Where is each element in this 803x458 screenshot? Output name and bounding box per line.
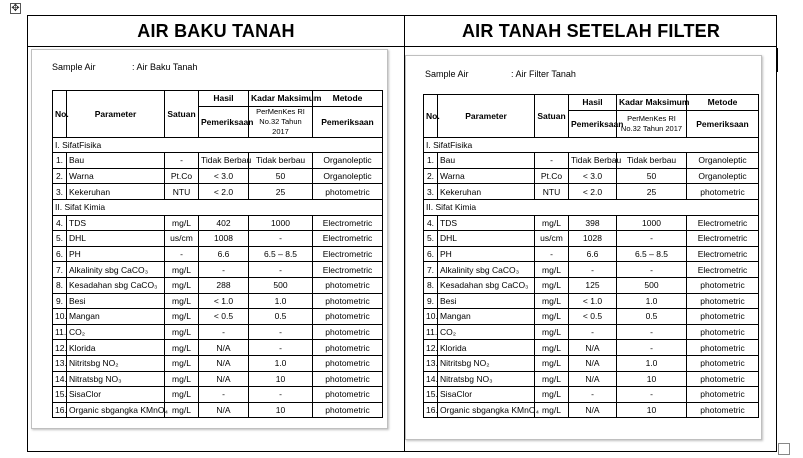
row-unit: NTU	[165, 184, 199, 200]
row-max: -	[249, 340, 313, 356]
row-result: N/A	[199, 340, 249, 356]
row-result: 1008	[199, 231, 249, 247]
header-no: No.	[424, 95, 438, 138]
section-row	[424, 199, 759, 215]
row-method: Organoleptic	[313, 168, 383, 184]
table-row	[424, 340, 759, 356]
table-row	[424, 215, 759, 231]
table-row	[424, 246, 759, 262]
header-divider	[28, 46, 776, 47]
sample-label: Sample Air	[425, 69, 469, 79]
row-parameter: SisaClor	[438, 387, 535, 403]
row-unit: mg/L	[535, 293, 569, 309]
row-unit: mg/L	[165, 215, 199, 231]
row-parameter: Klorida	[438, 340, 535, 356]
row-method: photometric	[687, 324, 759, 340]
right-title: AIR TANAH SETELAH FILTER	[461, 21, 721, 41]
section-row	[53, 199, 383, 215]
row-method: photometric	[313, 340, 383, 356]
table-row	[424, 387, 759, 403]
header-hasil: Hasil	[569, 95, 617, 111]
row-max: 10	[249, 371, 313, 387]
row-method: photometric	[687, 387, 759, 403]
row-max: -	[249, 387, 313, 403]
table-row	[53, 371, 383, 387]
row-no: 10.	[424, 309, 438, 325]
row-method: photometric	[687, 184, 759, 200]
row-parameter: DHL	[438, 231, 535, 247]
header-pemeriksaan: Pemeriksaan	[199, 106, 249, 137]
row-unit: mg/L	[165, 355, 199, 371]
row-unit: mg/L	[165, 262, 199, 278]
row-method: photometric	[313, 324, 383, 340]
row-parameter: Mangan	[67, 309, 165, 325]
table-move-handle-icon[interactable]: ✥	[11, 3, 20, 14]
row-parameter: Nitratsbg NO₃	[67, 371, 165, 387]
row-no: 2.	[424, 168, 438, 184]
sample-value: : Air Baku Tanah	[132, 62, 198, 72]
row-no: 7.	[53, 262, 67, 278]
row-no: 16.	[424, 402, 438, 418]
row-no: 1.	[53, 153, 67, 169]
table-row	[53, 168, 383, 184]
row-parameter: Kesadahan sbg CaCO₃	[438, 277, 535, 293]
row-result: 6.6	[569, 246, 617, 262]
row-parameter: Klorida	[67, 340, 165, 356]
row-parameter: Mangan	[438, 309, 535, 325]
section-label: I. SifatFisika	[424, 137, 759, 153]
row-unit: mg/L	[535, 277, 569, 293]
row-max: 10	[249, 402, 313, 418]
row-max: 50	[617, 168, 687, 184]
row-method: photometric	[313, 277, 383, 293]
header-satuan: Satuan	[535, 95, 569, 138]
row-max: 1.0	[617, 293, 687, 309]
row-unit: us/cm	[535, 231, 569, 247]
row-result: -	[569, 262, 617, 278]
row-method: Electrometric	[313, 262, 383, 278]
row-max: -	[617, 262, 687, 278]
row-result: 398	[569, 215, 617, 231]
row-method: photometric	[687, 371, 759, 387]
row-no: 1.	[424, 153, 438, 169]
row-result: 288	[199, 277, 249, 293]
row-max: -	[617, 340, 687, 356]
row-unit: mg/L	[535, 402, 569, 418]
row-max: 1.0	[249, 355, 313, 371]
row-unit: mg/L	[535, 215, 569, 231]
row-result: N/A	[569, 402, 617, 418]
header-kadar-maksimum: Kadar Maksimum	[249, 91, 313, 107]
row-no: 5.	[53, 231, 67, 247]
row-method: photometric	[687, 309, 759, 325]
row-no: 3.	[53, 184, 67, 200]
row-max: Tidak berbau	[249, 153, 313, 169]
row-parameter: Organic sbgangka KMnO₄	[438, 402, 535, 418]
row-max: 500	[617, 277, 687, 293]
header-metode: Metode	[313, 91, 383, 107]
table-row	[424, 153, 759, 169]
row-max: -	[249, 324, 313, 340]
row-no: 2.	[53, 168, 67, 184]
row-result: 6.6	[199, 246, 249, 262]
row-result: 1028	[569, 231, 617, 247]
row-max: 1.0	[249, 293, 313, 309]
row-parameter: PH	[438, 246, 535, 262]
row-parameter: Organic sbgangka KMnO₄	[67, 402, 165, 418]
table-row	[424, 168, 759, 184]
row-method: photometric	[313, 387, 383, 403]
row-no: 14.	[53, 371, 67, 387]
header-no: No.	[53, 91, 67, 138]
table-row	[53, 231, 383, 247]
table-header-row	[424, 95, 759, 111]
table-row	[53, 246, 383, 262]
row-no: 8.	[53, 277, 67, 293]
row-unit: -	[535, 153, 569, 169]
row-result: Tidak Berbau	[569, 153, 617, 169]
row-unit: mg/L	[165, 402, 199, 418]
header-pemeriksaan: Pemeriksaan	[569, 110, 617, 137]
table-row	[424, 262, 759, 278]
left-title: AIR BAKU TANAH	[137, 21, 295, 41]
row-max: 25	[617, 184, 687, 200]
row-parameter: TDS	[67, 215, 165, 231]
row-max: 1000	[617, 215, 687, 231]
row-no: 4.	[424, 215, 438, 231]
row-parameter: Bau	[438, 153, 535, 169]
row-max: 1.0	[617, 355, 687, 371]
table-row	[424, 355, 759, 371]
table-row	[53, 262, 383, 278]
row-result: N/A	[199, 355, 249, 371]
row-unit: mg/L	[535, 371, 569, 387]
header-regulation: PerMenKes RI No.32 Tahun 2017	[617, 110, 687, 137]
table-row	[53, 309, 383, 325]
row-unit: Pt.Co	[535, 168, 569, 184]
row-no: 11.	[424, 324, 438, 340]
row-parameter: Alkalinity sbg CaCO₃	[67, 262, 165, 278]
table-row	[53, 355, 383, 371]
sample-value: : Air Filter Tanah	[511, 69, 576, 79]
section-label: I. SifatFisika	[53, 137, 383, 153]
row-max: 500	[249, 277, 313, 293]
row-method: Electrometric	[313, 215, 383, 231]
table-row	[53, 387, 383, 403]
row-no: 4.	[53, 215, 67, 231]
row-no: 15.	[53, 387, 67, 403]
row-result: -	[199, 262, 249, 278]
row-method: Electrometric	[687, 215, 759, 231]
row-result: < 2.0	[199, 184, 249, 200]
table-row	[53, 402, 383, 418]
row-max: -	[617, 324, 687, 340]
row-parameter: Besi	[438, 293, 535, 309]
row-parameter: SisaClor	[67, 387, 165, 403]
row-max: Tidak berbau	[617, 153, 687, 169]
header-metode: Metode	[687, 95, 759, 111]
row-parameter: Warna	[67, 168, 165, 184]
row-result: N/A	[199, 402, 249, 418]
row-result: < 1.0	[569, 293, 617, 309]
table-row	[53, 153, 383, 169]
row-result: N/A	[569, 355, 617, 371]
row-method: photometric	[313, 309, 383, 325]
row-max: 10	[617, 402, 687, 418]
header-parameter: Parameter	[438, 95, 535, 138]
row-result: 402	[199, 215, 249, 231]
row-parameter: Nitritsbg NO₂	[67, 355, 165, 371]
row-max: -	[249, 262, 313, 278]
row-no: 12.	[53, 340, 67, 356]
table-row	[424, 371, 759, 387]
row-no: 13.	[424, 355, 438, 371]
table-row	[424, 324, 759, 340]
row-max: 6.5 – 8.5	[617, 246, 687, 262]
left-report-image	[31, 49, 388, 429]
table-row	[424, 402, 759, 418]
row-parameter: CO₂	[438, 324, 535, 340]
table-row	[53, 215, 383, 231]
row-parameter: Warna	[438, 168, 535, 184]
row-result: -	[199, 324, 249, 340]
row-result: N/A	[199, 371, 249, 387]
row-parameter: CO₂	[67, 324, 165, 340]
row-unit: us/cm	[165, 231, 199, 247]
row-parameter: TDS	[438, 215, 535, 231]
row-unit: mg/L	[535, 309, 569, 325]
table-row	[53, 184, 383, 200]
row-max: 0.5	[249, 309, 313, 325]
row-parameter: PH	[67, 246, 165, 262]
row-max: -	[617, 387, 687, 403]
row-max: 25	[249, 184, 313, 200]
section-label: II. Sifat Kimia	[424, 199, 759, 215]
row-unit: mg/L	[165, 309, 199, 325]
table-row	[424, 309, 759, 325]
row-no: 9.	[53, 293, 67, 309]
row-unit: -	[165, 246, 199, 262]
row-unit: mg/L	[165, 387, 199, 403]
row-unit: mg/L	[535, 340, 569, 356]
row-parameter: Kekeruhan	[438, 184, 535, 200]
row-unit: mg/L	[535, 262, 569, 278]
row-no: 5.	[424, 231, 438, 247]
row-result: -	[199, 387, 249, 403]
row-method: Electrometric	[687, 246, 759, 262]
row-method: photometric	[313, 184, 383, 200]
row-result: < 3.0	[199, 168, 249, 184]
row-max: 10	[617, 371, 687, 387]
row-method: Organoleptic	[313, 153, 383, 169]
row-max: 6.5 – 8.5	[249, 246, 313, 262]
row-unit: mg/L	[165, 371, 199, 387]
table-row	[53, 340, 383, 356]
row-unit: mg/L	[535, 355, 569, 371]
row-no: 3.	[424, 184, 438, 200]
row-unit: mg/L	[165, 277, 199, 293]
row-parameter: DHL	[67, 231, 165, 247]
row-parameter: Nitratsbg NO₃	[438, 371, 535, 387]
row-unit: Pt.Co	[165, 168, 199, 184]
table-header-row	[53, 91, 383, 107]
row-result: < 1.0	[199, 293, 249, 309]
row-method: photometric	[687, 293, 759, 309]
table-row	[424, 184, 759, 200]
row-no: 10.	[53, 309, 67, 325]
row-parameter: Alkalinity sbg CaCO₃	[438, 262, 535, 278]
row-method: Electrometric	[313, 246, 383, 262]
row-no: 9.	[424, 293, 438, 309]
row-result: < 3.0	[569, 168, 617, 184]
row-unit: -	[165, 153, 199, 169]
row-unit: mg/L	[165, 293, 199, 309]
row-unit: mg/L	[535, 324, 569, 340]
row-max: 1000	[249, 215, 313, 231]
row-no: 16.	[53, 402, 67, 418]
row-max: -	[249, 231, 313, 247]
row-result: 125	[569, 277, 617, 293]
row-no: 6.	[53, 246, 67, 262]
row-method: Electrometric	[313, 231, 383, 247]
row-unit: -	[535, 246, 569, 262]
row-max: 0.5	[617, 309, 687, 325]
row-result: -	[569, 324, 617, 340]
row-method: Electrometric	[687, 231, 759, 247]
row-method: photometric	[687, 402, 759, 418]
row-method: photometric	[313, 371, 383, 387]
header-kadar-maksimum: Kadar Maksimum	[617, 95, 687, 111]
row-parameter: Kekeruhan	[67, 184, 165, 200]
row-no: 12.	[424, 340, 438, 356]
row-method: Electrometric	[687, 262, 759, 278]
header-pemeriksaan: Pemeriksaan	[313, 106, 383, 137]
table-row	[424, 277, 759, 293]
row-unit: mg/L	[165, 324, 199, 340]
row-no: 7.	[424, 262, 438, 278]
row-result: < 0.5	[569, 309, 617, 325]
text-cursor	[777, 48, 778, 72]
row-no: 15.	[424, 387, 438, 403]
row-max: -	[617, 231, 687, 247]
row-method: photometric	[313, 402, 383, 418]
header-satuan: Satuan	[165, 91, 199, 138]
section-row	[424, 137, 759, 153]
row-parameter: Besi	[67, 293, 165, 309]
row-parameter: Nitritsbg NO₂	[438, 355, 535, 371]
header-regulation: PerMenKes RI No.32 Tahun 2017	[249, 106, 313, 137]
row-no: 13.	[53, 355, 67, 371]
row-result: Tidak Berbau	[199, 153, 249, 169]
row-method: photometric	[687, 355, 759, 371]
right-parameter-table	[423, 94, 759, 418]
sample-label: Sample Air	[52, 62, 96, 72]
row-result: < 2.0	[569, 184, 617, 200]
section-row	[53, 137, 383, 153]
row-no: 6.	[424, 246, 438, 262]
section-label: II. Sifat Kimia	[53, 199, 383, 215]
table-row	[424, 231, 759, 247]
row-parameter: Kesadahan sbg CaCO₃	[67, 277, 165, 293]
row-no: 11.	[53, 324, 67, 340]
row-method: Organoleptic	[687, 168, 759, 184]
table-row	[53, 324, 383, 340]
table-row	[424, 293, 759, 309]
corner-resize-handle-icon[interactable]	[778, 443, 790, 455]
row-unit: NTU	[535, 184, 569, 200]
row-result: < 0.5	[199, 309, 249, 325]
header-hasil: Hasil	[199, 91, 249, 107]
left-parameter-table	[52, 90, 383, 418]
row-parameter: Bau	[67, 153, 165, 169]
header-parameter: Parameter	[67, 91, 165, 138]
row-no: 8.	[424, 277, 438, 293]
table-row	[53, 277, 383, 293]
row-result: -	[569, 387, 617, 403]
row-method: Organoleptic	[687, 153, 759, 169]
table-row	[53, 293, 383, 309]
header-pemeriksaan: Pemeriksaan	[687, 110, 759, 137]
right-report-image	[405, 55, 762, 440]
row-unit: mg/L	[535, 387, 569, 403]
row-method: photometric	[687, 340, 759, 356]
row-result: N/A	[569, 340, 617, 356]
row-method: photometric	[687, 277, 759, 293]
row-method: photometric	[313, 293, 383, 309]
row-unit: mg/L	[165, 340, 199, 356]
row-max: 50	[249, 168, 313, 184]
row-no: 14.	[424, 371, 438, 387]
row-result: N/A	[569, 371, 617, 387]
row-method: photometric	[313, 355, 383, 371]
